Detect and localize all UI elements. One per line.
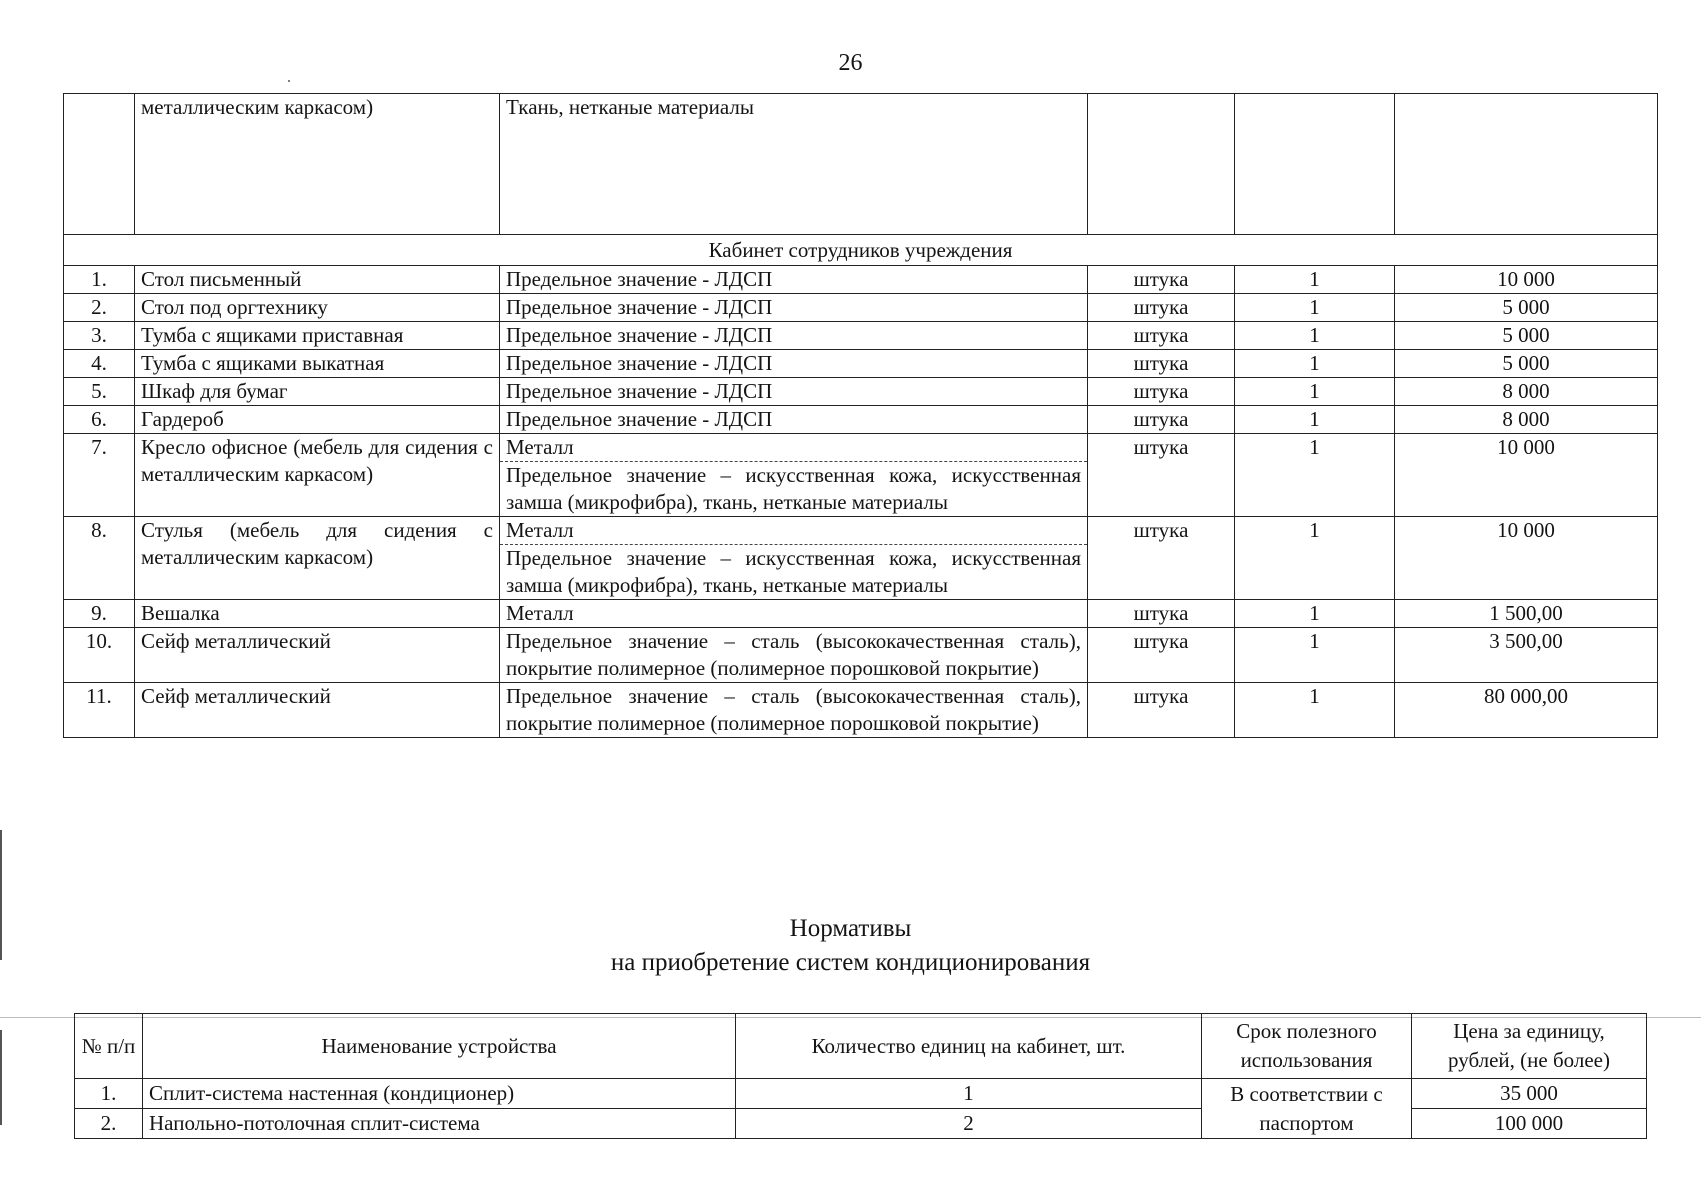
- material-cell: [500, 322, 1088, 350]
- price-cell: 5 000: [1395, 322, 1658, 350]
- table-row: [64, 350, 1658, 378]
- unit-cell: штука: [1088, 628, 1235, 683]
- row-number-cell: 1.: [75, 1079, 143, 1109]
- quantity-cell: [1235, 94, 1395, 235]
- quantity-cell: 1: [1235, 350, 1395, 378]
- material-cell: [500, 378, 1088, 406]
- table-row: [64, 322, 1658, 350]
- row-number-cell: 10.: [64, 628, 135, 683]
- price-cell: 5 000: [1395, 294, 1658, 322]
- row-number-cell: 6.: [64, 406, 135, 434]
- quantity-cell: 1: [1235, 266, 1395, 294]
- row-number-cell: 9.: [64, 600, 135, 628]
- quantity-cell: 1: [1235, 683, 1395, 738]
- material-cell: Ткань, нетканые материалы: [500, 94, 1088, 235]
- device-name-cell: Сплит-система настенная (кондиционер): [143, 1079, 736, 1109]
- unit-cell: штука: [1088, 378, 1235, 406]
- material-line: Предельное значение - ЛДСП: [506, 267, 773, 291]
- material-cell: [500, 683, 1088, 738]
- item-name-cell: Тумба с ящиками выкатная: [135, 350, 500, 378]
- table-row: [64, 266, 1658, 294]
- material-line: Металл: [506, 435, 574, 459]
- unit-cell: [1088, 94, 1235, 235]
- section-title: Кабинет сотрудников учреждения: [64, 235, 1658, 266]
- quantity-cell: 1: [1235, 406, 1395, 434]
- row-number-cell: 4.: [64, 350, 135, 378]
- header-price: Цена за единицу, рублей, (не более): [1412, 1014, 1647, 1079]
- scan-speck: [288, 80, 290, 82]
- item-name-cell: Сейф металлический: [135, 628, 500, 683]
- item-name-cell: Шкаф для бумаг: [135, 378, 500, 406]
- material-cell: [500, 517, 1088, 600]
- unit-cell: штука: [1088, 266, 1235, 294]
- row-number-cell: 2.: [75, 1109, 143, 1139]
- price-cell: 8 000: [1395, 378, 1658, 406]
- price-cell: 3 500,00: [1395, 628, 1658, 683]
- table-row: [64, 683, 1658, 738]
- quantity-cell: 1: [1235, 294, 1395, 322]
- quantity-cell: 2: [736, 1109, 1202, 1139]
- table-row: [75, 1109, 1647, 1139]
- material-line: Предельное значение – искусственная кожа, искусственная замша (микрофибра), ткань, нетканые материалы: [500, 544, 1087, 599]
- unit-cell: штука: [1088, 406, 1235, 434]
- unit-cell: штука: [1088, 683, 1235, 738]
- material-cell: [500, 406, 1088, 434]
- quantity-cell: 1: [1235, 378, 1395, 406]
- item-name-cell: Тумба с ящиками приставная: [135, 322, 500, 350]
- material-cell: [500, 350, 1088, 378]
- section-subheading: на приобретение систем кондиционирования: [610, 949, 1091, 976]
- quantity-cell: 1: [1235, 434, 1395, 517]
- material-cell: [500, 266, 1088, 294]
- price-cell: 5 000: [1395, 350, 1658, 378]
- unit-cell: штука: [1088, 517, 1235, 600]
- table-row: [64, 600, 1658, 628]
- price-cell: 100 000: [1412, 1109, 1647, 1139]
- unit-cell: штука: [1088, 322, 1235, 350]
- material-line: Предельное значение - ЛДСП: [506, 323, 773, 347]
- price-cell: 8 000: [1395, 406, 1658, 434]
- scan-edge-mark: [0, 1030, 2, 1125]
- material-cell: [500, 434, 1088, 517]
- unit-cell: штука: [1088, 294, 1235, 322]
- row-number-cell: 1.: [64, 266, 135, 294]
- material-line: Металл: [506, 601, 574, 625]
- section-header-row: [64, 235, 1658, 266]
- material-line: Предельное значение – искусственная кожа, искусственная замша (микрофибра), ткань, нетканые материалы: [500, 461, 1087, 516]
- price-cell: 10 000: [1395, 434, 1658, 517]
- table-row: [64, 517, 1658, 600]
- row-number-cell: 11.: [64, 683, 135, 738]
- quantity-cell: 1: [1235, 628, 1395, 683]
- material-cell: [500, 628, 1088, 683]
- item-name-cell: Кресло офисное (мебель для сидения с металлическим каркасом): [135, 434, 500, 517]
- table-row: [64, 378, 1658, 406]
- furniture-table: [63, 93, 1658, 738]
- table-row: [64, 434, 1658, 517]
- table-row: [64, 628, 1658, 683]
- price-cell: 80 000,00: [1395, 683, 1658, 738]
- material-cell: [500, 600, 1088, 628]
- term-cell: В соответствии с паспортом: [1202, 1079, 1412, 1139]
- section-heading: Нормативы: [789, 915, 912, 942]
- header-device: Наименование устройства: [143, 1014, 736, 1079]
- row-number-cell: 2.: [64, 294, 135, 322]
- quantity-cell: 1: [1235, 517, 1395, 600]
- quantity-cell: 1: [1235, 322, 1395, 350]
- quantity-cell: 1: [736, 1079, 1202, 1109]
- table-row: [64, 294, 1658, 322]
- device-name-cell: Напольно-потолочная сплит-система: [143, 1109, 736, 1139]
- table-row: [75, 1079, 1647, 1109]
- continuation-row: [64, 94, 1658, 235]
- unit-cell: штука: [1088, 600, 1235, 628]
- material-line: Предельное значение - ЛДСП: [506, 351, 773, 375]
- material-line: Предельное значение - ЛДСП: [506, 295, 773, 319]
- material-cell: [500, 294, 1088, 322]
- row-number-cell: 7.: [64, 434, 135, 517]
- header-row: [75, 1014, 1647, 1079]
- item-name-cell: Гардероб: [135, 406, 500, 434]
- price-cell: 35 000: [1412, 1079, 1647, 1109]
- material-line: Предельное значение - ЛДСП: [506, 379, 773, 403]
- row-number-cell: 5.: [64, 378, 135, 406]
- material-line: Металл: [506, 518, 574, 542]
- price-cell: 10 000: [1395, 517, 1658, 600]
- row-number-cell: [64, 94, 135, 235]
- material-line: Предельное значение – сталь (высококачественная сталь), покрытие полимерное (полимерное порошковой покрытие): [506, 629, 1081, 680]
- header-term: Срок полезного использования: [1202, 1014, 1412, 1079]
- item-name-cell: Сейф металлический: [135, 683, 500, 738]
- page-number: 26: [838, 50, 863, 76]
- price-cell: 1 500,00: [1395, 600, 1658, 628]
- item-name-cell: Стулья (мебель для сидения с металлическим каркасом): [135, 517, 500, 600]
- row-number-cell: 8.: [64, 517, 135, 600]
- quantity-cell: 1: [1235, 600, 1395, 628]
- table-row: [64, 406, 1658, 434]
- material-line: Предельное значение – сталь (высококачественная сталь), покрытие полимерное (полимерное порошковой покрытие): [506, 684, 1081, 735]
- header-num: № п/п: [75, 1014, 143, 1079]
- price-cell: 10 000: [1395, 266, 1658, 294]
- header-qty: Количество единиц на кабинет, шт.: [736, 1014, 1202, 1079]
- item-name-cell: Стол письменный: [135, 266, 500, 294]
- unit-cell: штука: [1088, 434, 1235, 517]
- unit-cell: штука: [1088, 350, 1235, 378]
- item-name-cell: Стол под оргтехнику: [135, 294, 500, 322]
- row-number-cell: 3.: [64, 322, 135, 350]
- item-name-cell: металлическим каркасом): [135, 94, 500, 235]
- material-line: Предельное значение - ЛДСП: [506, 407, 773, 431]
- price-cell: [1395, 94, 1658, 235]
- item-name-cell: Вешалка: [135, 600, 500, 628]
- air-conditioning-table: [74, 1013, 1647, 1139]
